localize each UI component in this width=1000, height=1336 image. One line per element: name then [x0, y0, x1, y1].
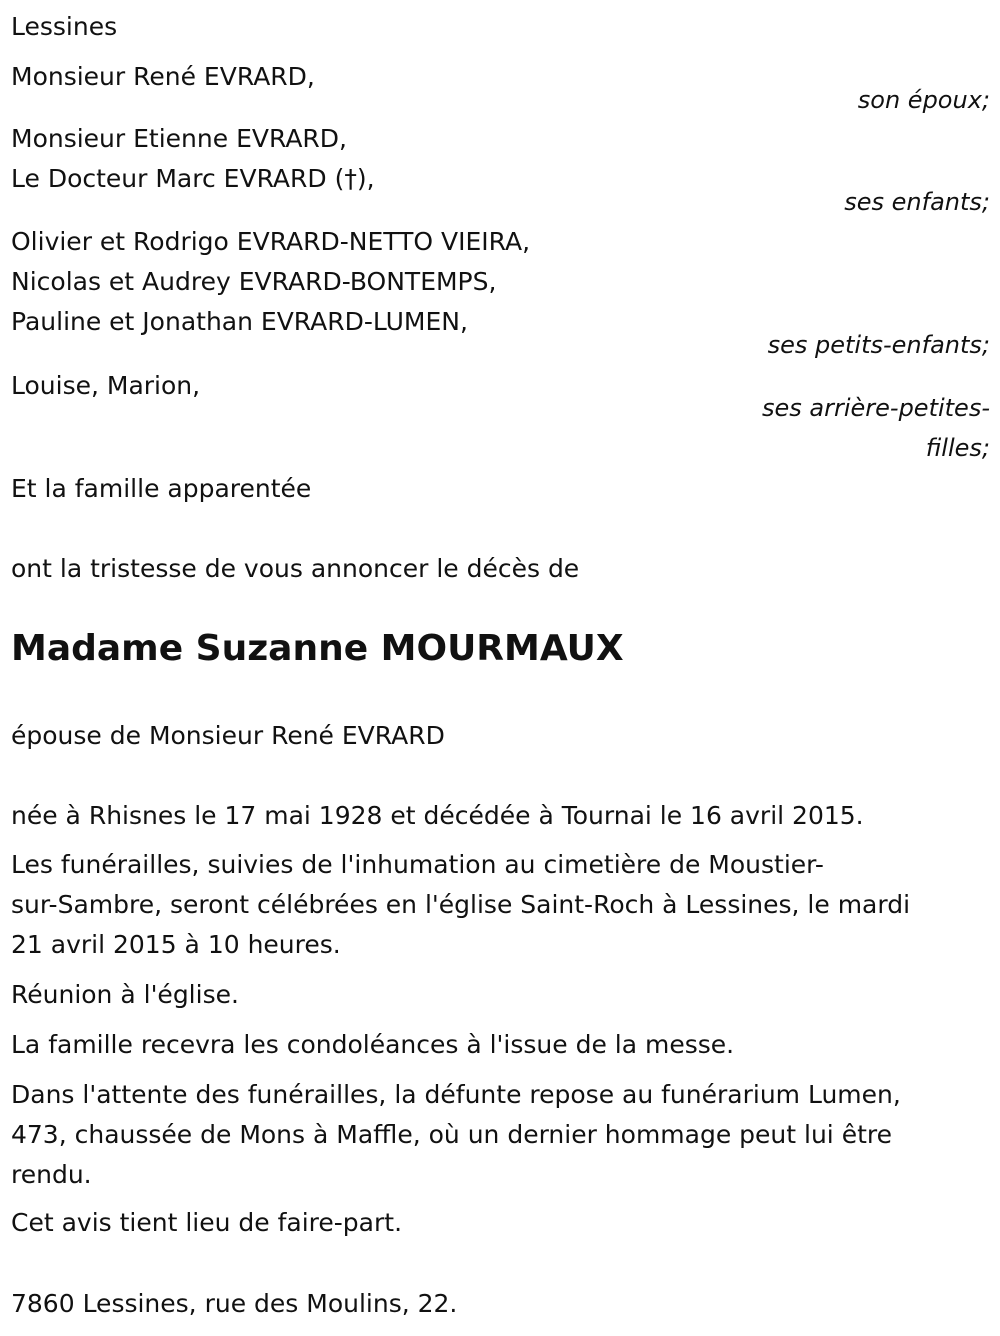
grandchild-name: Nicolas et Audrey EVRARD-BONTEMPS, [11, 267, 497, 296]
grandchild-name: Pauline et Jonathan EVRARD-LUMEN, [11, 307, 468, 336]
great-grandchildren-role: filles; [925, 434, 990, 462]
child-name: Le Docteur Marc EVRARD (†), [11, 164, 375, 193]
extended-family: Et la famille apparentée [11, 474, 312, 503]
address-text: 7860 Lessines, rue des Moulins, 22. [11, 1289, 458, 1318]
spouse-name: Monsieur René EVRARD, [11, 62, 315, 91]
repose-text: 473, chaussée de Mons à Maffle, où un dernier hommage peut lui être [11, 1120, 892, 1149]
notice-text: Cet avis tient lieu de faire-part. [11, 1208, 403, 1237]
condolences-text: La famille recevra les condoléances à l'issue de la messe. [11, 1030, 735, 1059]
repose-text: rendu. [11, 1160, 92, 1189]
funeral-text: Les funérailles, suivies de l'inhumation au cimetière de Moustier- [11, 850, 824, 879]
great-grandchildren-role: ses arrière-petites- [762, 394, 990, 422]
city-header: Lessines [11, 12, 118, 41]
funeral-text: sur-Sambre, seront célébrées en l'église Saint-Roch à Lessines, le mardi [11, 890, 911, 919]
funeral-text: 21 avril 2015 à 10 heures. [11, 930, 341, 959]
reunion-text: Réunion à l'église. [11, 980, 239, 1009]
children-role: ses enfants; [844, 188, 990, 216]
deceased-name: Madame Suzanne MOURMAUX [11, 628, 624, 669]
great-grandchild-name: Louise, Marion, [11, 371, 201, 400]
child-name: Monsieur Etienne EVRARD, [11, 124, 347, 153]
grandchildren-role: ses petits-enfants; [767, 331, 990, 359]
announcement-text: ont la tristesse de vous annoncer le décès de [11, 554, 580, 583]
repose-text: Dans l'attente des funérailles, la défunte repose au funérarium Lumen, [11, 1080, 901, 1109]
spouse-role: son époux; [857, 86, 990, 114]
grandchild-name: Olivier et Rodrigo EVRARD-NETTO VIEIRA, [11, 227, 531, 256]
birth-death-text: née à Rhisnes le 17 mai 1928 et décédée à Tournai le 16 avril 2015. [11, 801, 864, 830]
spouse-of-text: épouse de Monsieur René EVRARD [11, 721, 445, 750]
